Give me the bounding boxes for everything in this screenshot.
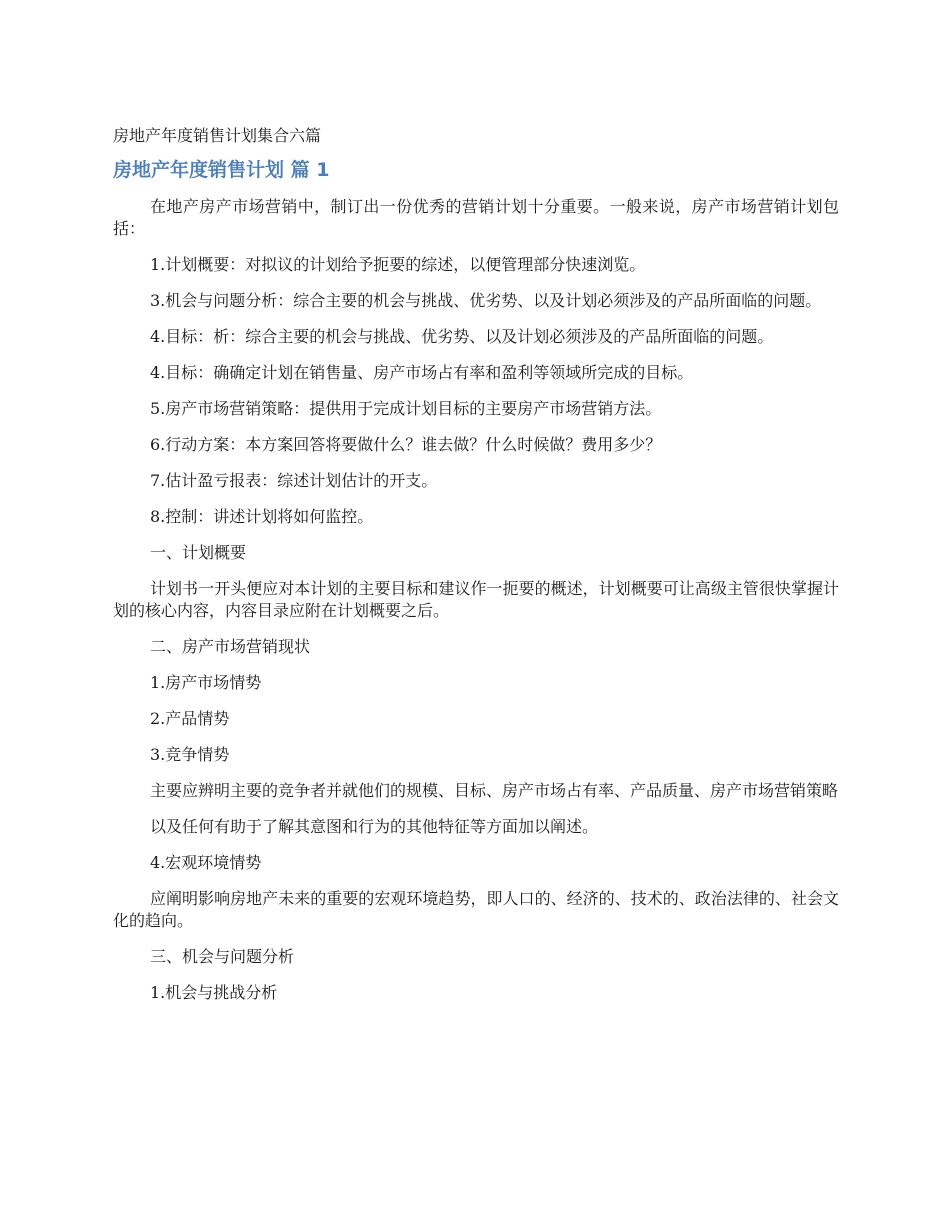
paragraph-goal: 4.目标：确确定计划在销售量、房产市场占有率和盈利等领域所完成的目标。 [150,363,694,382]
paragraph-control: 8.控制：讲述计划将如何监控。 [150,507,374,526]
paragraph-market-situation: 1.房产市场情势 [150,673,262,692]
document-page [113,124,839,1018]
paragraph-competition-body-cont: 以及任何有助于了解其意图和行为的其他特征等方面加以阐述。 [150,817,599,836]
paragraph-opportunity-analysis: 3.机会与问题分析：综合主要的机会与挑战、优劣势、以及计划必须涉及的产品所面临的问题。 [150,291,822,310]
subheading-opportunity-problem: 三、机会与问题分析 [150,947,295,966]
paragraph-plan-summary: 1.计划概要：对拟议的计划给予扼要的综述，以便管理部分快速浏览。 [150,255,646,274]
paragraph-goal-analysis: 4.目标：析：综合主要的机会与挑战、优劣势、以及计划必须涉及的产品所面临的问题。 [150,327,774,346]
paragraph-product-situation: 2.产品情势 [150,709,230,728]
subheading-plan-summary: 一、计划概要 [150,543,247,562]
subheading-market-status: 二、房产市场营销现状 [150,637,311,656]
paragraph-intro: 在地产房产市场营销中，制订出一份优秀的营销计划十分重要。一般来说，房产市场营销计划包括： [113,197,839,238]
paragraph-competition-situation: 3.竞争情势 [150,745,230,764]
document-title: 房地产年度销售计划集合六篇 [113,126,322,145]
paragraph-marketing-strategy: 5.房产市场营销策略：提供用于完成计划目标的主要房产市场营销方法。 [150,399,662,418]
paragraph-opportunity-challenge: 1.机会与挑战分析 [150,983,278,1002]
paragraph-competition-body: 主要应辨明主要的竞争者并就他们的规模、目标、房产市场占有率、产品质量、房产市场营销策略 [150,781,839,800]
paragraph-macro-environment: 4.宏观环境情势 [150,853,262,872]
paragraph-profit-loss: 7.估计盈亏报表：综述计划估计的开支。 [150,471,438,490]
paragraph-action-plan: 6.行动方案：本方案回答将要做什么？谁去做？什么时候做？费用多少？ [150,435,662,454]
section-heading: 房地产年度销售计划 篇 1 [113,159,330,181]
paragraph-summary-body: 计划书一开头便应对本计划的主要目标和建议作一扼要的概述，计划概要可让高级主管很快掌握计划的核心内容，内容目录应附在计划概要之后。 [113,579,839,620]
paragraph-macro-body: 应阐明影响房地产未来的重要的宏观环境趋势，即人口的、经济的、技术的、政治法律的、社会文化的趋向。 [113,889,839,930]
